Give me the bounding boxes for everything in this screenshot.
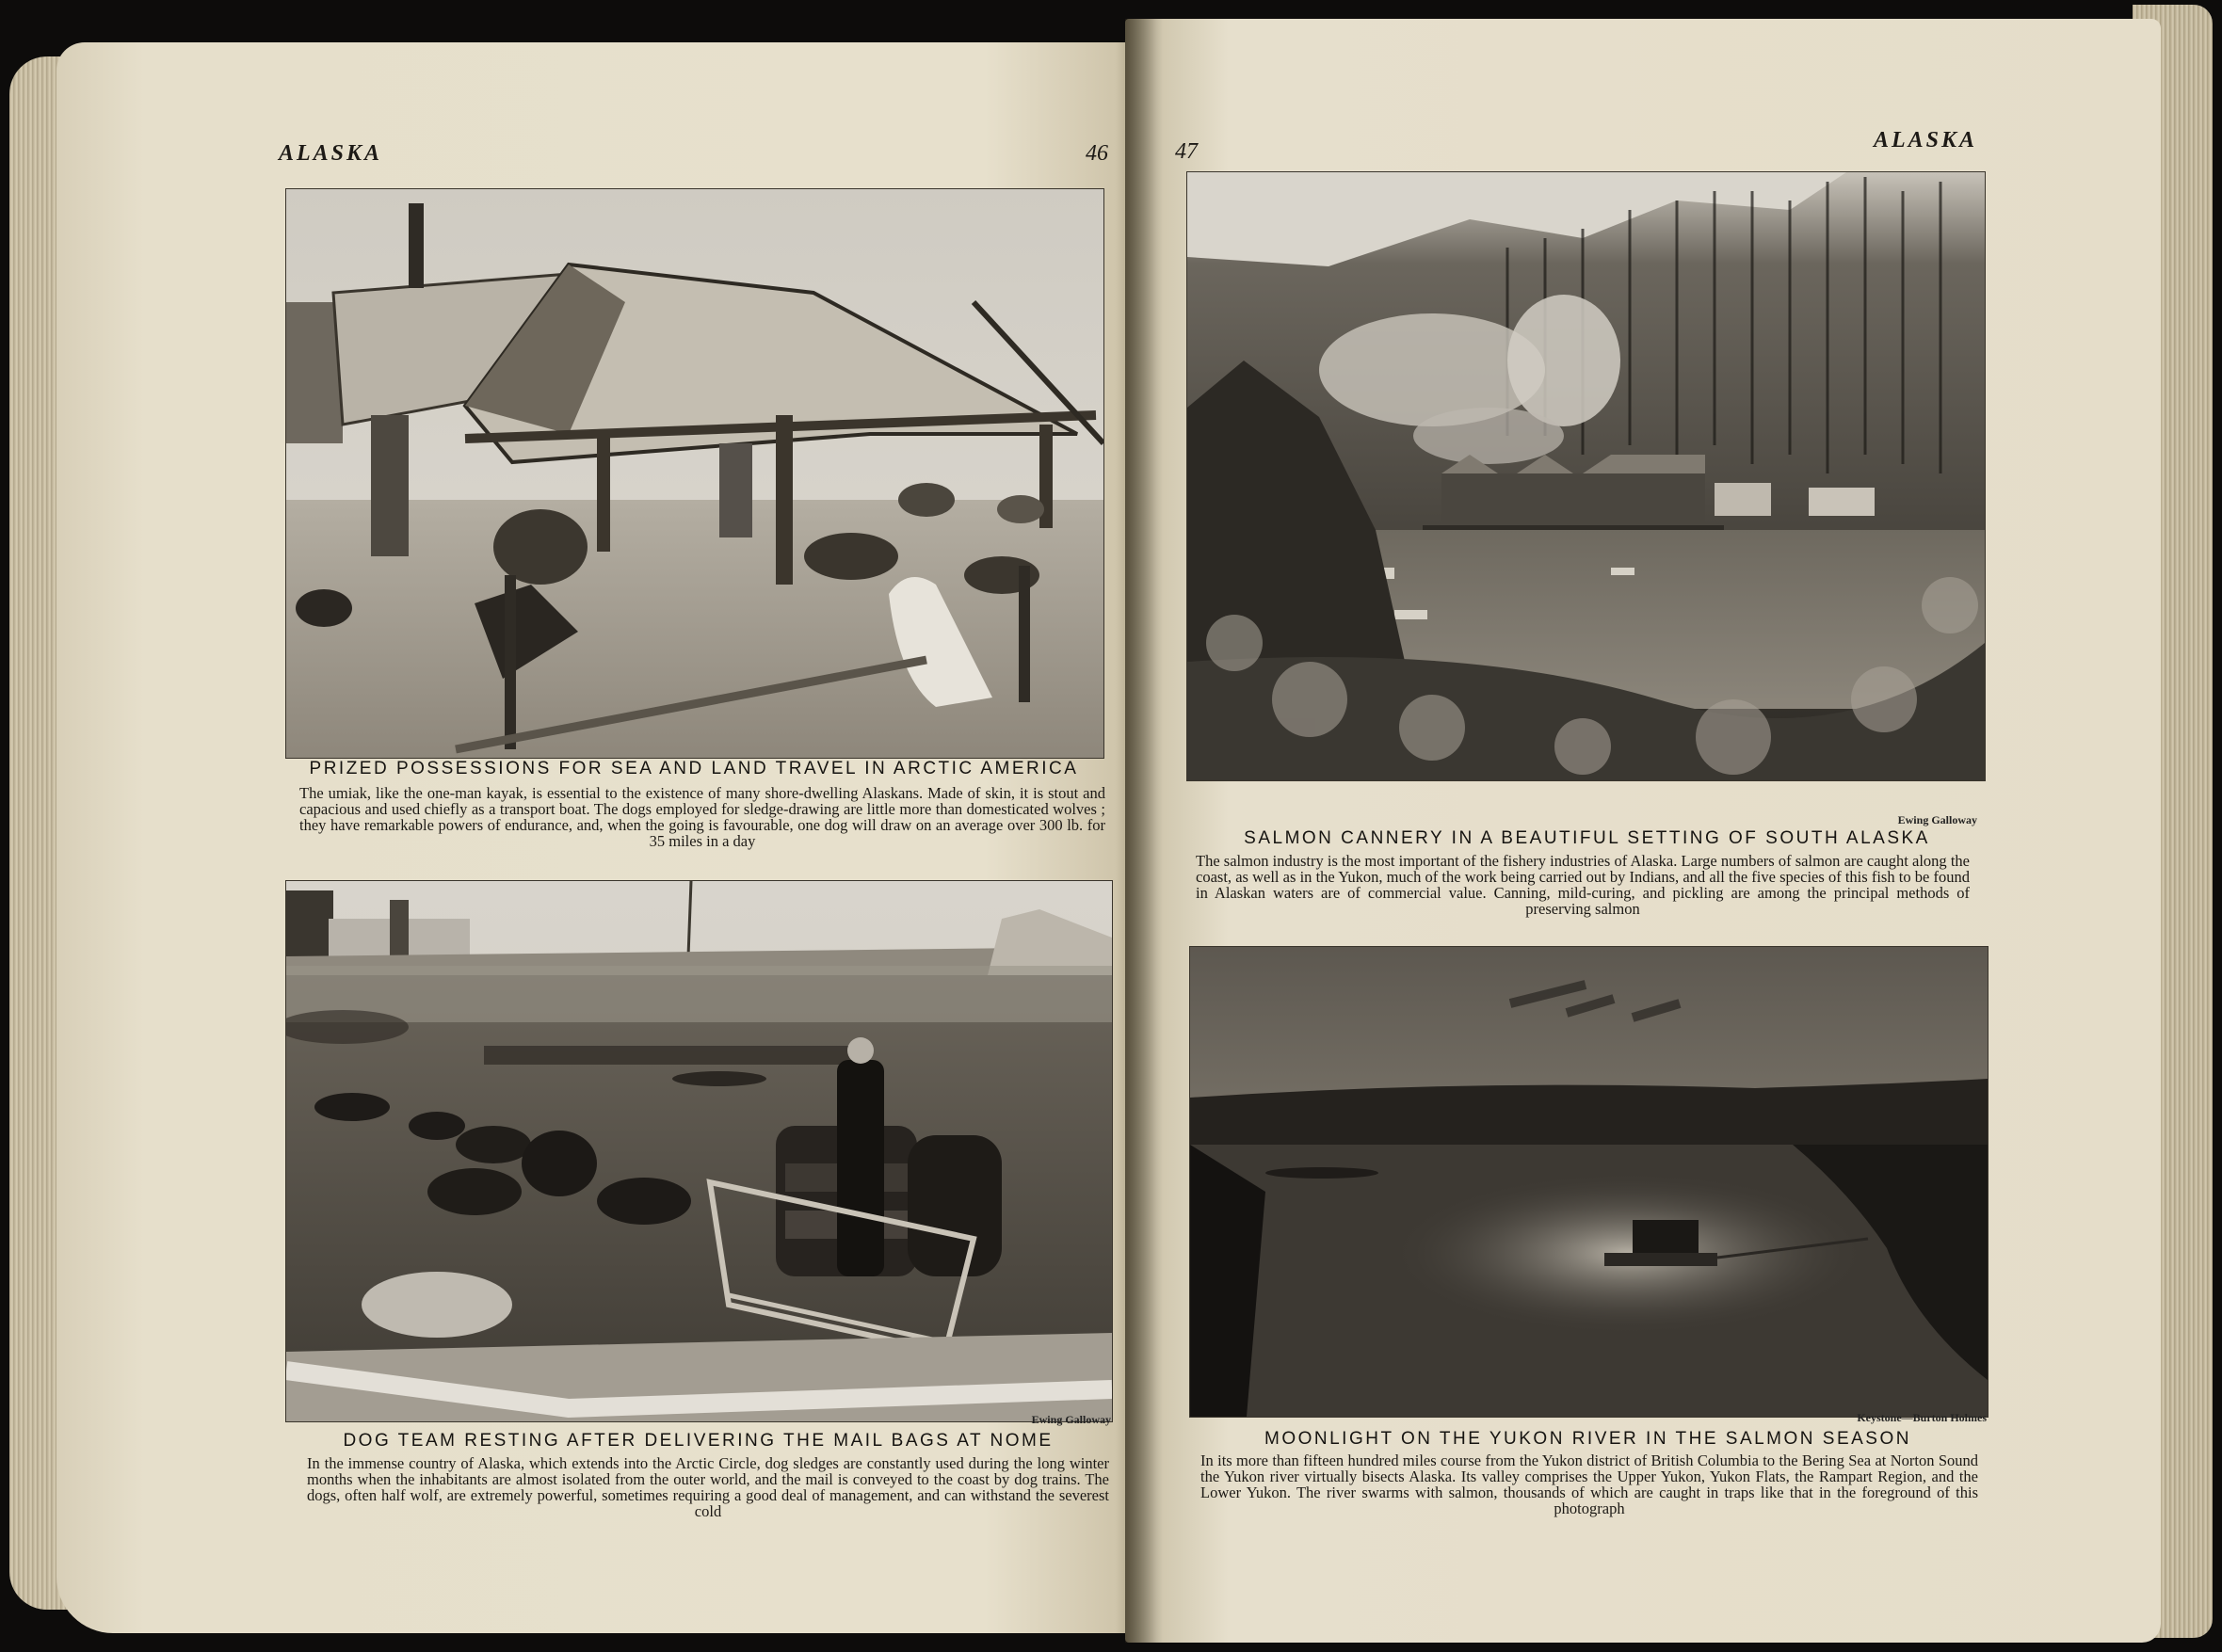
- yukon-river-photo: [1189, 946, 1989, 1418]
- umiak-caption-body: The umiak, like the one-man kayak, is essential to the existence of many shore-dwelling Alaskans. Made of skin, it is stout and capacious and used chiefly as a transport boat. The dogs employed for sledge-drawing are little more than domesticated wolves ; they have remarkable powers of endurance, and, when the going is favourable, one dog will draw on an average over 300 lb. for 35 miles in a day: [299, 784, 1105, 850]
- yukon-caption-body: In its more than fifteen hundred miles course from the Yukon district of British Columbia to the Bering Sea at Norton Sound the Yukon river virtually bisects Alaska. Its valley comprises the Upper Yukon, Yukon Flats, the Rampart Region, and the Lower Yukon. The river swarms with salmon, thousands of which are caught in traps like that in the foreground of this photograph: [1200, 1452, 1978, 1517]
- umiak-caption-title: PRIZED POSSESSIONS FOR SEA AND LAND TRAVEL IN ARCTIC AMERICA: [309, 759, 1079, 778]
- yukon-credit: Keystone—Burton Holmes: [1857, 1411, 1987, 1424]
- yukon-caption-title: MOONLIGHT ON THE YUKON RIVER IN THE SALMON SEASON: [1264, 1429, 1911, 1449]
- book-gutter-shadow: [1125, 19, 1163, 1643]
- cannery-photo: [1186, 171, 1986, 781]
- right-running-head: ALASKA: [1874, 128, 1978, 152]
- dog-team-caption-title: DOG TEAM RESTING AFTER DELIVERING THE MAIL BAGS AT NOME: [343, 1431, 1054, 1451]
- cannery-caption-title: SALMON CANNERY IN A BEAUTIFUL SETTING OF SOUTH ALASKA: [1244, 828, 1930, 848]
- dog-team-photo: [285, 880, 1113, 1422]
- right-page-number: 47: [1175, 139, 1198, 164]
- cannery-caption-body: The salmon industry is the most important of the fishery industries of Alaska. Large numbers of salmon are caught along the coast, as well as in the Yukon, much of the work being carried out by Indians, and all the five species of this fish to be found in Alaskan waters are of commercial value. Canning, mild-curing, and pickling are among the principal methods of preserving salmon: [1196, 852, 1970, 918]
- dog-team-caption-body: In the immense country of Alaska, which extends into the Arctic Circle, dog sledges are constantly used during the long winter months when the inhabitants are almost isolated from the outer world, and the mail is conveyed to the coast by dog trains. The dogs, often half wolf, are extremely powerful, sometimes requiring a good deal of management, and can withstand the severest cold: [307, 1454, 1109, 1520]
- left-page-number: 46: [1086, 141, 1108, 166]
- cannery-credit: Ewing Galloway: [1897, 813, 1977, 826]
- dog-team-credit: Ewing Galloway: [1031, 1413, 1111, 1426]
- umiak-photo: [285, 188, 1104, 759]
- left-running-head: ALASKA: [279, 141, 383, 166]
